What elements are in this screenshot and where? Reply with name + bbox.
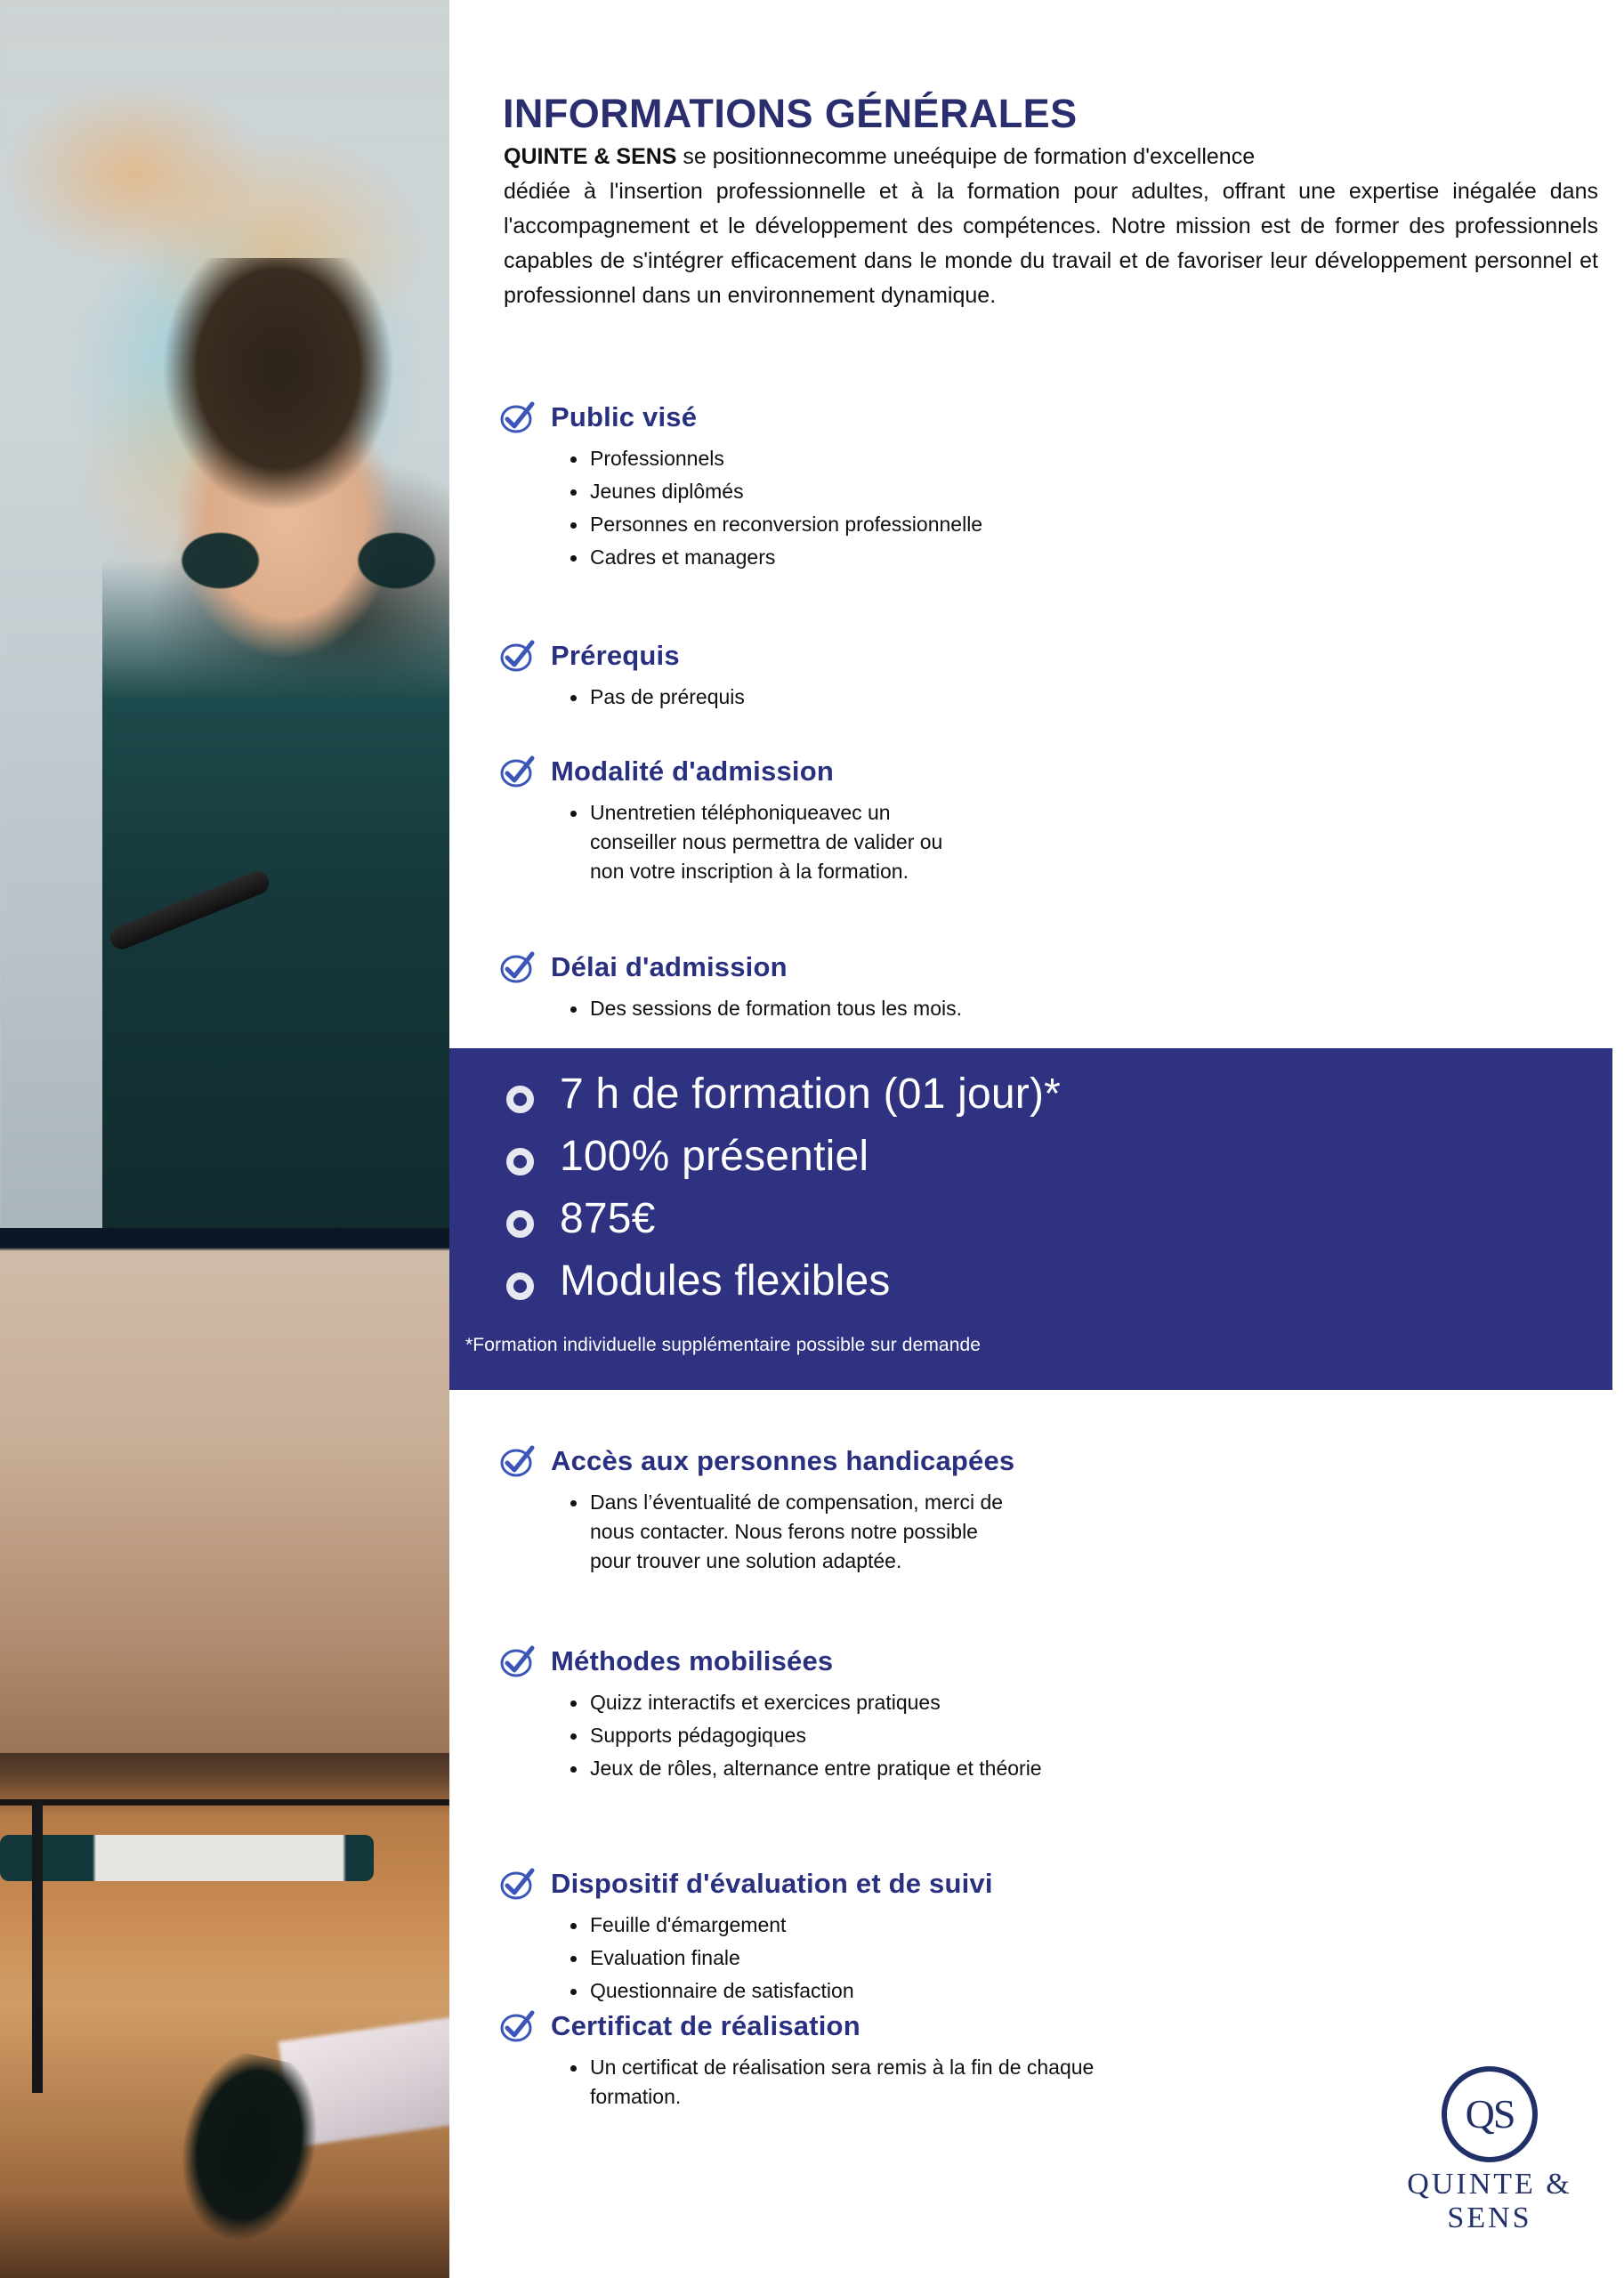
section-header — [497, 948, 1610, 987]
banner-list — [503, 1070, 1062, 1322]
list-item: Questionnaire de satisfaction — [570, 1976, 1159, 2006]
section-title: Prérequis — [551, 640, 680, 671]
section-dispositif-evaluation — [497, 1864, 1610, 2009]
intro-first-line-rest: se positionnecomme uneéquipe de formation d'excellence — [676, 144, 1256, 169]
list-item: Professionnels — [570, 444, 1159, 473]
section-bullet-list — [497, 1910, 1610, 2006]
list-item: Unentretien téléphoniqueavec un conseiller nous permettra de valider ou non votre inscription à la formation. — [570, 798, 973, 886]
banner-item: 7 h de formation (01 jour)* — [503, 1073, 1061, 1116]
section-title: Accès aux personnes handicapées — [551, 1445, 1015, 1476]
section-acces-handicapees — [497, 1442, 1610, 1579]
section-bullet-list — [497, 444, 1610, 572]
section-bullet-list — [497, 994, 1610, 1023]
section-header — [497, 1442, 1610, 1481]
section-methodes-mobilisees — [497, 1642, 1610, 1787]
photo-vignette — [0, 0, 449, 2278]
section-title: Délai d'admission — [551, 951, 788, 982]
section-bullet-list — [497, 798, 1610, 886]
section-header — [497, 1642, 1610, 1681]
section-title: Modalité d'admission — [551, 755, 834, 787]
highlights-banner — [449, 1048, 1612, 1390]
section-bullet-list — [497, 1688, 1610, 1783]
logo-monogram-icon: QS — [1442, 2066, 1538, 2162]
list-item: Un certificat de réalisation sera remis à la fin de chaque formation. — [570, 2053, 1106, 2112]
section-title: Public visé — [551, 401, 698, 432]
section-title: Méthodes mobilisées — [551, 1645, 834, 1676]
section-prerequis — [497, 636, 1610, 715]
section-public-vise — [497, 398, 1610, 576]
section-header — [497, 752, 1610, 791]
content-column — [449, 0, 1624, 2278]
section-header — [497, 2007, 1610, 2046]
check-circle-icon — [497, 948, 537, 987]
check-circle-icon — [497, 1442, 537, 1481]
check-circle-icon — [497, 1642, 537, 1681]
banner-footnote: *Formation individuelle supplémentaire possible sur demande — [465, 1335, 982, 1355]
list-item: Supports pédagogiques — [570, 1721, 1391, 1750]
hero-photo — [0, 0, 449, 2278]
section-header — [497, 636, 1610, 675]
list-item: Quizz interactifs et exercices pratiques — [570, 1688, 1391, 1717]
brand-name: QUINTE & SENS — [504, 144, 677, 169]
section-title: Certificat de réalisation — [551, 2010, 860, 2041]
check-circle-icon — [497, 398, 537, 437]
list-item: Evaluation finale — [570, 1943, 1159, 1973]
list-item: Dans l’éventualité de compensation, merci de nous contacter. Nous ferons notre possible pour trouver une solution adaptée. — [570, 1488, 1008, 1576]
section-header — [497, 1864, 1610, 1903]
list-item: Pas de prérequis — [570, 683, 1159, 712]
intro-body: dédiée à l'insertion professionnelle et à la formation pour adultes, offrant une expertise inégalée dans l'accompagnement et le développement des compétences. Notre mission est de former des professionnels capables de s'intégrer efficacement dans le monde du travail et de favoriser leur développement personnel et professionnel dans un environnement dynamique. — [504, 179, 1598, 308]
check-circle-icon — [497, 2007, 537, 2046]
company-logo — [1369, 2066, 1610, 2235]
section-modalite-admission — [497, 752, 1610, 890]
list-item: Cadres et managers — [570, 543, 1159, 572]
banner-item: Modules flexibles — [503, 1260, 1061, 1303]
list-item: Feuille d'émargement — [570, 1910, 1159, 1940]
section-title: Dispositif d'évaluation et de suivi — [551, 1868, 993, 1899]
section-header — [497, 398, 1610, 437]
check-circle-icon — [497, 636, 537, 675]
section-bullet-list — [497, 1488, 1610, 1576]
list-item: Personnes en reconversion professionnelle — [570, 510, 1159, 539]
list-item: Jeux de rôles, alternance entre pratique et théorie — [570, 1754, 1391, 1783]
section-bullet-list — [497, 683, 1610, 712]
banner-item: 100% présentiel — [503, 1135, 1061, 1178]
banner-item: 875€ — [503, 1198, 1061, 1240]
section-delai-admission — [497, 948, 1610, 1027]
page-title: INFORMATIONS GÉNÉRALES — [503, 91, 1078, 137]
list-item: Jeunes diplômés — [570, 477, 1159, 506]
check-circle-icon — [497, 1864, 537, 1903]
check-circle-icon — [497, 752, 537, 791]
list-item: Des sessions de formation tous les mois. — [570, 994, 1391, 1023]
intro-paragraph — [504, 140, 1598, 313]
logo-wordmark: QUINTE & SENS — [1407, 2168, 1572, 2234]
